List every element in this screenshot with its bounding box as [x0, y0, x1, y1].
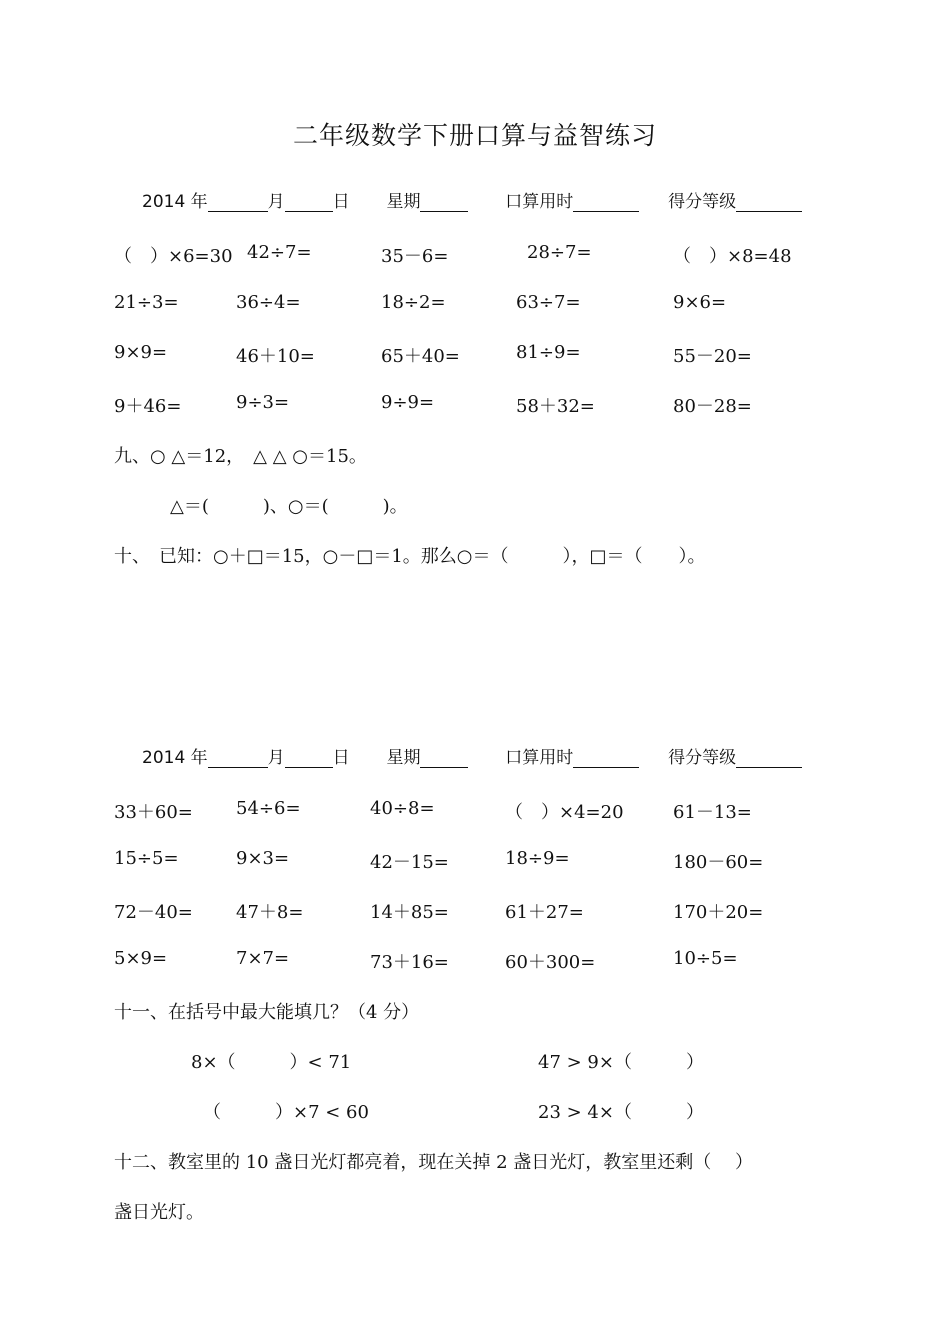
question-11-item: 47 > 9×（ ）: [538, 1052, 704, 1073]
problem: 54÷6=: [236, 798, 301, 819]
set2-row-3: [0, 898, 950, 928]
problem: 72－40=: [114, 902, 193, 923]
problem: 9÷9=: [381, 392, 435, 413]
year-label: 2014 年: [142, 192, 208, 212]
problem: 47＋8=: [236, 902, 304, 923]
time-used-blank[interactable]: [573, 749, 639, 768]
problem: 42÷7=: [247, 242, 312, 263]
score-blank[interactable]: [736, 749, 802, 768]
header-row-2: [142, 743, 802, 768]
problem: （ ）×6=30: [114, 246, 233, 267]
page-title: 二年级数学下册口算与益智练习: [292, 121, 657, 150]
weekday-blank[interactable]: [420, 749, 468, 768]
question-12-line-1: 十二、教室里的 10 盏日光灯都亮着，现在关掉 2 盏日光灯，教室里还剩（ ）: [114, 1152, 753, 1173]
score-label: 得分等级: [668, 192, 737, 212]
problem: 73＋16=: [370, 952, 449, 973]
question-11-item: （ ）×7 < 60: [203, 1102, 369, 1123]
month-label: 月: [267, 748, 285, 768]
month-label: 月: [267, 192, 285, 212]
time-used-blank[interactable]: [573, 193, 639, 212]
question-11-title: 十一、在括号中最大能填几？（4 分）: [114, 1002, 420, 1023]
problem: 35－6=: [381, 246, 449, 267]
problem: 42－15=: [370, 852, 449, 873]
problem: 63÷7=: [516, 292, 581, 313]
time-used-label: 口算用时: [505, 748, 574, 768]
header-row-1: [142, 187, 802, 212]
day-blank[interactable]: [285, 749, 333, 768]
problem: 60＋300=: [505, 952, 596, 973]
problem: 9×6=: [673, 292, 727, 313]
problem: 10÷5=: [673, 948, 738, 969]
set1-row-2: [0, 292, 950, 322]
problem: 14＋85=: [370, 902, 449, 923]
problem: （ ）×8=48: [673, 246, 792, 267]
day-blank[interactable]: [285, 193, 333, 212]
weekday-label: 星期: [386, 192, 421, 212]
month-blank[interactable]: [208, 193, 268, 212]
weekday-blank[interactable]: [420, 193, 468, 212]
question-11-item: 23 > 4×（ ）: [538, 1102, 704, 1123]
score-blank[interactable]: [736, 193, 802, 212]
problem: 9＋46=: [114, 396, 182, 417]
problem: 7×7=: [236, 948, 290, 969]
problem: 65＋40=: [381, 346, 460, 367]
day-label: 日: [332, 192, 350, 212]
day-label: 日: [332, 748, 350, 768]
problem: 46＋10=: [236, 346, 315, 367]
set2-row-1: [0, 798, 950, 828]
question-9-line-1: 九、○ △＝12， △ △ ○＝15。: [114, 446, 367, 467]
problem: 21÷3=: [114, 292, 179, 313]
problem: 9×9=: [114, 342, 168, 363]
problem: 61－13=: [673, 802, 752, 823]
set1-row-4: [0, 392, 950, 422]
problem: 33＋60=: [114, 802, 193, 823]
problem: 36÷4=: [236, 292, 301, 313]
question-9-line-2: △＝( )、○＝( )。: [170, 496, 408, 517]
question-10: 十、 已知：○＋□＝15，○－□＝1。那么○＝（ ），□＝（ ）。: [114, 546, 706, 567]
problem: 28÷7=: [527, 242, 592, 263]
problem: 15÷5=: [114, 848, 179, 869]
problem: 18÷9=: [505, 848, 570, 869]
problem: 180－60=: [673, 852, 764, 873]
problem: 55－20=: [673, 346, 752, 367]
problem: 61＋27=: [505, 902, 584, 923]
problem: 40÷8=: [370, 798, 435, 819]
score-label: 得分等级: [668, 748, 737, 768]
question-12-line-2: 盏日光灯。: [114, 1202, 204, 1223]
set1-row-3: [0, 342, 950, 372]
weekday-label: 星期: [386, 748, 421, 768]
month-blank[interactable]: [208, 749, 268, 768]
year-label: 2014 年: [142, 748, 208, 768]
set2-row-2: [0, 848, 950, 878]
problem: （ ）×4=20: [505, 802, 624, 823]
problem: 5×9=: [114, 948, 168, 969]
time-used-label: 口算用时: [505, 192, 574, 212]
problem: 80－28=: [673, 396, 752, 417]
problem: 18÷2=: [381, 292, 446, 313]
problem: 58＋32=: [516, 396, 595, 417]
set1-row-1: [0, 242, 950, 272]
set2-row-4: [0, 948, 950, 978]
problem: 170＋20=: [673, 902, 764, 923]
problem: 9÷3=: [236, 392, 290, 413]
question-11-item: 8×（ ）< 71: [191, 1052, 352, 1073]
problem: 9×3=: [236, 848, 290, 869]
problem: 81÷9=: [516, 342, 581, 363]
